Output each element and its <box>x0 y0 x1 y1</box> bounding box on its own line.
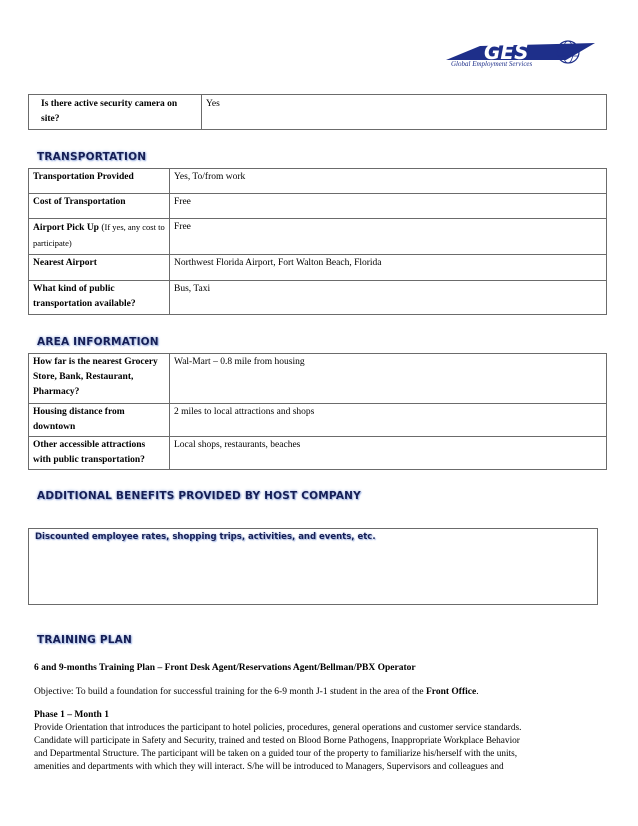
security-question: Is there active security camera on site? <box>29 95 202 130</box>
benefits-box <box>28 528 598 605</box>
training-plan-title: 6 and 9-months Training Plan – Front Desk Agent/Reservations Agent/Bellman/PBX Operator <box>34 663 416 673</box>
downtown-distance-label: Housing distance from downtown <box>29 404 170 437</box>
phase-title: Phase 1 – Month 1 <box>34 710 109 720</box>
airport-pickup-label: Airport Pick Up (If yes, any cost to participate) <box>29 219 170 255</box>
benefits-text: Discounted employee rates, shopping trips, activities, and events, etc. <box>35 532 376 542</box>
security-answer: Yes <box>202 95 607 130</box>
training-heading: TRAINING PLAN <box>37 634 132 646</box>
phase-description <box>34 722 614 774</box>
benefits-heading: ADDITIONAL BENEFITS PROVIDED BY HOST COMPANY <box>37 490 361 502</box>
ges-logo <box>440 38 600 76</box>
attractions-label: Other accessible attractions with public transportation? <box>29 437 170 470</box>
globe-icon <box>440 38 600 76</box>
nearest-airport-label: Nearest Airport <box>29 255 170 281</box>
transport-value: Yes, To/from work <box>170 169 607 194</box>
phase-line: Provide Orientation that introduces the participant to hotel policies, procedures, general operations and customer service standards. <box>34 723 522 733</box>
training-objective: Objective: To build a foundation for successful training for the 6-9 month J-1 student in the area of the Front Office. <box>34 687 479 697</box>
area-heading: AREA INFORMATION <box>37 336 159 348</box>
transportation-heading: TRANSPORTATION <box>37 151 147 163</box>
security-table <box>28 94 607 130</box>
logo-subtitle: Global Employment Services <box>451 60 533 68</box>
nearest-store-label: How far is the nearest Grocery Store, Bank, Restaurant, Pharmacy? <box>29 354 170 404</box>
area-table <box>28 353 607 470</box>
transportation-table <box>28 168 607 315</box>
public-transport-label: What kind of public transportation available? <box>29 281 170 315</box>
phase-line: Candidate will participate in Safety and Security, trained and tested on Blood Borne Pathogens, Inappropriate Workplace Behavior <box>34 736 520 746</box>
transport-cost-value: Free <box>170 194 607 219</box>
transport-cost-label: Cost of Transportation <box>29 194 170 219</box>
logo-text: GES <box>484 40 529 64</box>
nearest-store-value: Wal-Mart – 0.8 mile from housing <box>170 354 607 404</box>
phase-line: and Departmental Structure. The participant will be taken on a guided tour of the property to familiarize his/herself with the units, <box>34 749 518 759</box>
downtown-distance-value: 2 miles to local attractions and shops <box>170 404 607 437</box>
phase-line: amenities and departments with which they will interact. S/he will be introduced to Managers, Supervisors and colleagues and <box>34 762 504 772</box>
airport-pickup-value: Free <box>170 219 607 255</box>
transport-label: Transportation Provided <box>29 169 170 194</box>
nearest-airport-value: Northwest Florida Airport, Fort Walton Beach, Florida <box>170 255 607 281</box>
attractions-value: Local shops, restaurants, beaches <box>170 437 607 470</box>
public-transport-value: Bus, Taxi <box>170 281 607 315</box>
